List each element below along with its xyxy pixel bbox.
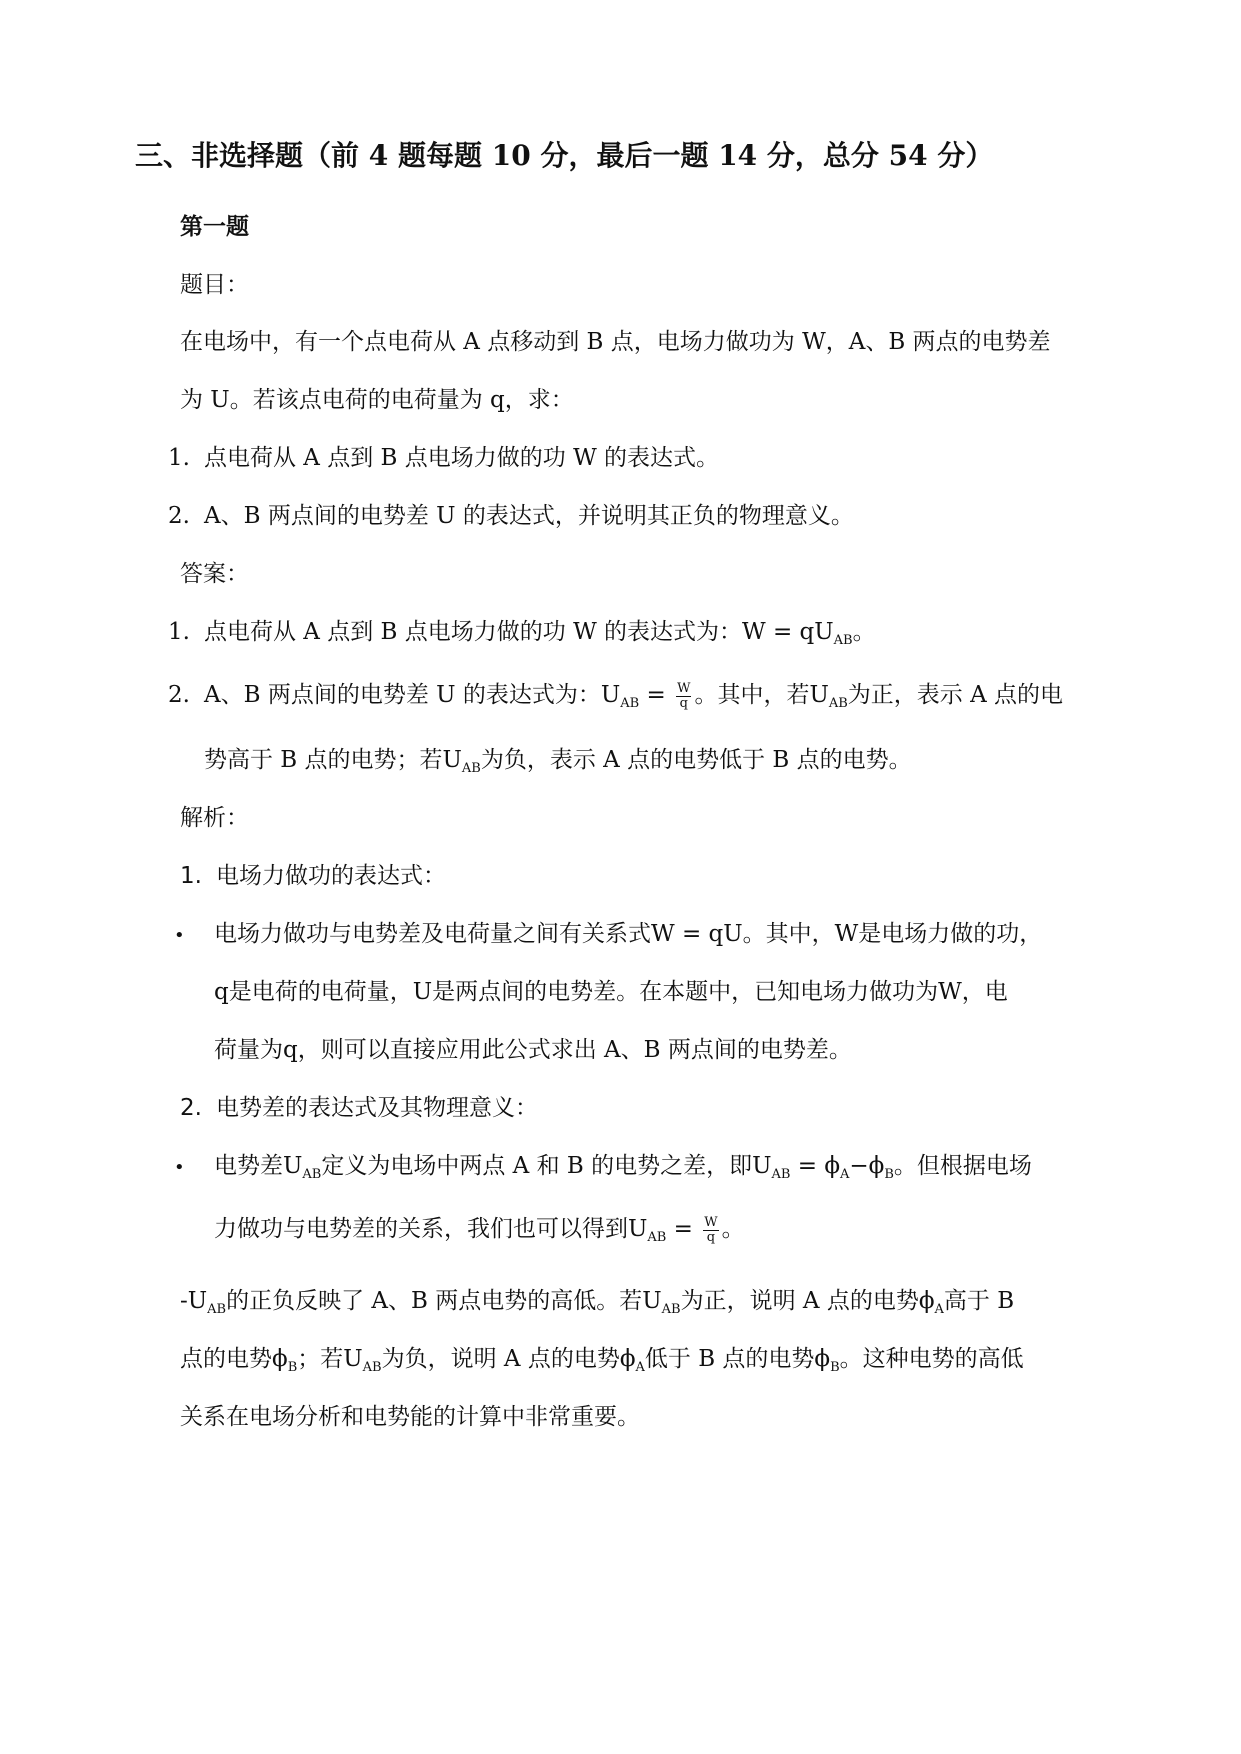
item-number: 1.	[168, 445, 190, 471]
numerator: W	[704, 1214, 718, 1230]
subscript: AB	[620, 696, 640, 711]
question-stem-line1: 在电场中，有一个点电荷从 A 点移动到 B 点，电场力做功为 W，A、B 两点的电势差	[180, 329, 1051, 355]
answer-text: 点电荷从 A 点到 B 点电场力做的功 W 的表达式为：W = qU	[204, 619, 834, 645]
final-para-line2	[180, 1344, 1024, 1374]
equals: =	[639, 682, 674, 708]
item-number: 2.	[180, 1095, 202, 1121]
subscript: B	[830, 1360, 840, 1375]
subscript: AB	[828, 696, 848, 711]
item-text: 点电荷从 A 点到 B 点电场力做的功 W 的表达式。	[204, 445, 720, 471]
bullet-text: 定义为电场中两点 A 和 B 的电势之差，即U	[321, 1153, 772, 1179]
subscript: B	[287, 1360, 298, 1375]
subscript: AB	[362, 1360, 382, 1375]
answer-label: 答案：	[180, 561, 249, 587]
final-para-line3: 关系在电场分析和电势能的计算中非常重要。	[180, 1404, 640, 1430]
bullet-text: = ϕ	[790, 1153, 841, 1179]
analysis-head-text: 电势差的表达式及其物理意义：	[216, 1095, 538, 1121]
analysis-head-text: 电场力做功的表达式：	[216, 863, 446, 889]
para-text: -U	[180, 1288, 208, 1314]
subscript: AB	[661, 1302, 681, 1317]
answer-item-1	[168, 617, 876, 647]
analysis-head-2	[180, 1093, 538, 1123]
item-number: 1.	[180, 863, 202, 889]
bullet-text: −ϕ	[849, 1153, 885, 1179]
subscript: AB	[207, 1302, 227, 1317]
answer-text: 为正，表示 A 点的电	[847, 682, 1064, 708]
bullet-text: 力做功与电势差的关系，我们也可以得到U	[214, 1216, 648, 1242]
subscript: AB	[302, 1167, 322, 1182]
bullet-icon: •	[174, 925, 185, 946]
answer-text: A、B 两点间的电势差 U 的表达式为：U	[204, 682, 621, 708]
question-label: 题目：	[180, 272, 249, 298]
question-stem-line2: 为 U。若该点电荷的电荷量为 q，求：	[180, 387, 574, 413]
subscript: AB	[833, 633, 853, 648]
equals: =	[666, 1216, 701, 1242]
item-number: 2.	[168, 503, 190, 529]
denominator: q	[706, 1229, 716, 1245]
item-text: A、B 两点间的电势差 U 的表达式，并说明其正负的物理意义。	[204, 503, 854, 529]
bullet-1-line1	[174, 919, 1042, 951]
answer-item-2-line2	[204, 745, 912, 775]
answer-text: 势高于 B 点的电势；若U	[204, 747, 462, 773]
answer-text: 。其中，若U	[694, 682, 829, 708]
item-number: 1.	[168, 619, 190, 645]
subscript: A	[934, 1302, 944, 1317]
fraction	[676, 682, 691, 711]
subscript: A	[840, 1167, 850, 1182]
final-para-line1	[180, 1286, 1014, 1316]
question-heading: 第一题	[180, 213, 249, 240]
subscript: AB	[771, 1167, 791, 1182]
fraction	[703, 1216, 718, 1245]
section-title: 三、非选择题（前 4 题每题 10 分，最后一题 14 分，总分 54 分）	[135, 139, 994, 172]
answer-item-2-line1	[168, 680, 1063, 711]
bullet-1-line2: q是电荷的电荷量，U是两点间的电势差。在本题中，已知电场力做功为W，电	[214, 979, 1008, 1005]
para-text: 低于 B 点的电势ϕ	[644, 1346, 831, 1372]
para-text: 。这种电势的高低	[839, 1346, 1024, 1372]
para-text: 为负，说明 A 点的电势ϕ	[381, 1346, 636, 1372]
bullet-text: 。但根据电场	[893, 1153, 1032, 1179]
numerator: W	[677, 680, 691, 696]
analysis-label: 解析：	[180, 805, 249, 831]
subscript: AB	[461, 761, 481, 776]
para-text: 为正，说明 A 点的电势ϕ	[680, 1288, 935, 1314]
para-text: 的正负反映了 A、B 两点电势的高低。若U	[226, 1288, 662, 1314]
question-item-1	[168, 443, 719, 473]
answer-end: 。	[852, 619, 876, 645]
bullet-1-line3: 荷量为q，则可以直接应用此公式求出 A、B 两点间的电势差。	[214, 1037, 852, 1063]
question-item-2	[168, 501, 854, 531]
bullet-text: 电势差U	[214, 1153, 303, 1179]
bullet-text: 电场力做功与电势差及电荷量之间有关系式W = qU。其中，W是电场力做的功，	[214, 921, 1043, 947]
para-text: 高于 B	[943, 1288, 1015, 1314]
bullet-2-line2	[214, 1214, 745, 1245]
analysis-head-1	[180, 861, 446, 891]
subscript: A	[635, 1360, 645, 1375]
subscript: AB	[647, 1230, 667, 1245]
para-text: ；若U	[297, 1346, 363, 1372]
item-number: 2.	[168, 682, 190, 708]
bullet-icon: •	[174, 1157, 185, 1178]
answer-text: 为负，表示 A 点的电势低于 B 点的电势。	[480, 747, 912, 773]
denominator: q	[679, 695, 688, 711]
subscript: B	[884, 1167, 894, 1182]
bullet-2-line1	[174, 1151, 1032, 1183]
para-text: 点的电势ϕ	[180, 1346, 288, 1372]
bullet-text: 。	[721, 1216, 745, 1242]
